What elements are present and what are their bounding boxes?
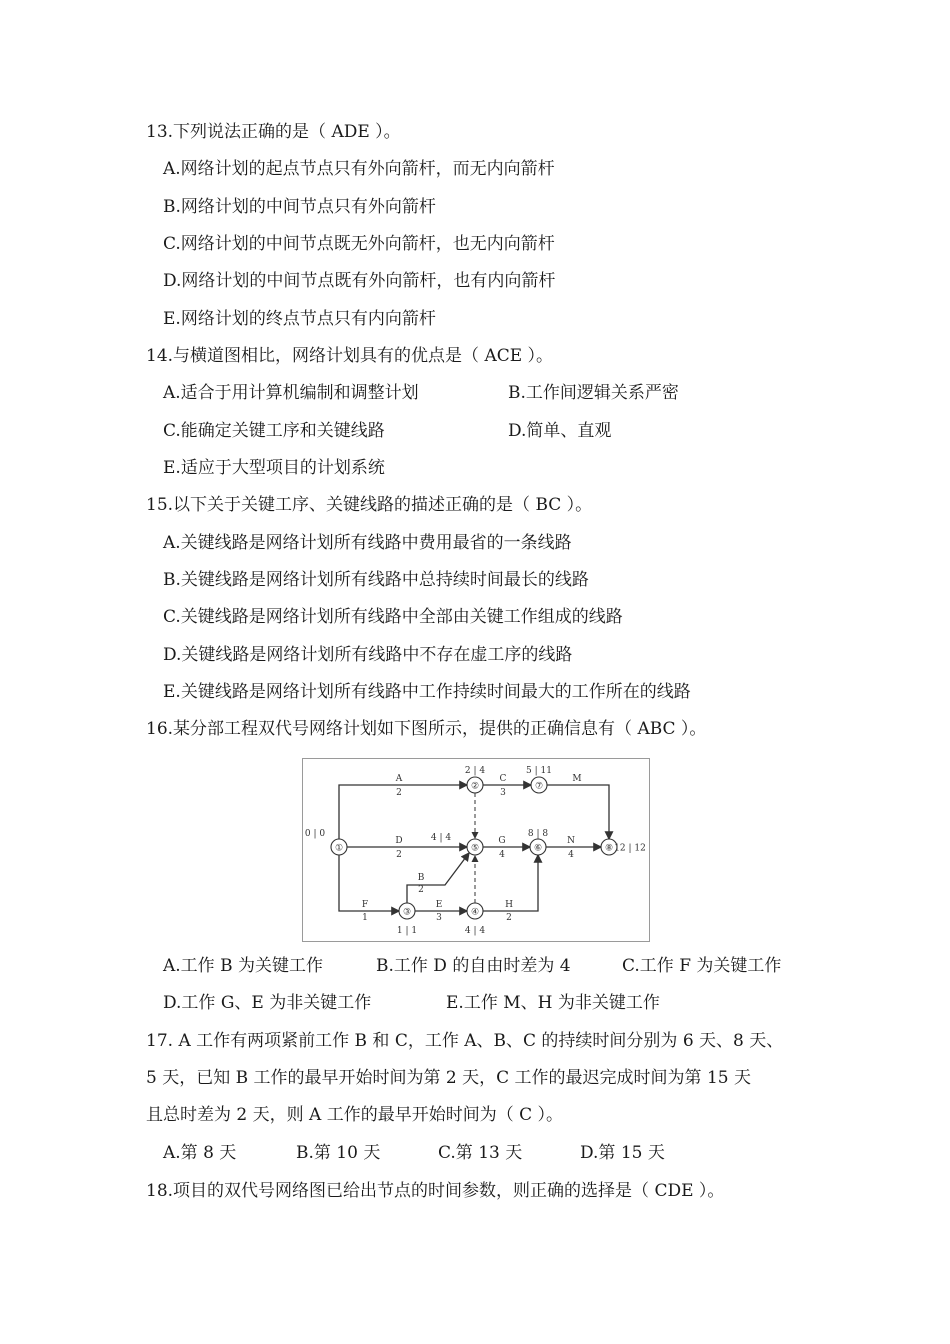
activity-d-duration: 2 bbox=[396, 850, 402, 860]
node-7-label: ⑦ bbox=[534, 781, 544, 792]
question-13-option-d: D.网络计划的中间节点既有外向箭杆，也有内向箭杆 bbox=[163, 271, 556, 291]
activity-g-duration: 4 bbox=[499, 850, 505, 860]
node-6-times: 8 | 8 bbox=[527, 829, 549, 839]
question-15-option-d: D.关键线路是网络计划所有线路中不存在虚工序的线路 bbox=[163, 645, 573, 665]
question-13-stem: 13.下列说法正确的是（ ADE ）。 bbox=[146, 122, 401, 142]
node-6-label: ⑥ bbox=[533, 843, 543, 854]
node-7-times: 5 | 11 bbox=[526, 766, 552, 776]
activity-g-name: G bbox=[498, 836, 506, 846]
question-16-stem: 16.某分部工程双代号网络计划如下图所示，提供的正确信息有（ ABC ）。 bbox=[146, 719, 707, 739]
question-15-option-e: E.关键线路是网络计划所有线路中工作持续时间最大的工作所在的线路 bbox=[163, 682, 691, 702]
activity-d-name: D bbox=[395, 836, 403, 846]
question-17-option-c: C.第 13 天 bbox=[438, 1143, 523, 1163]
question-16-option-d: D.工作 G、E 为非关键工作 bbox=[163, 993, 372, 1013]
question-14-option-a: A.适合于用计算机编制和调整计划 bbox=[163, 383, 419, 403]
question-15-stem: 15.以下关于关键工序、关键线路的描述正确的是（ BC ）。 bbox=[146, 495, 593, 515]
node-1-times: 0 | 0 bbox=[304, 829, 326, 839]
arrow-m bbox=[547, 785, 609, 839]
question-17-stem-line-1: 17. A 工作有两项紧前工作 B 和 C，工作 A、B、C 的持续时间分别为 6 天、8 天、 bbox=[146, 1031, 784, 1051]
question-14-option-d: D.简单、直观 bbox=[508, 421, 612, 441]
node-1-label: ① bbox=[334, 843, 344, 854]
question-16-option-e: E.工作 M、H 为非关键工作 bbox=[446, 993, 660, 1013]
activity-f-duration: 1 bbox=[362, 913, 368, 923]
node-2-times: 2 | 4 bbox=[464, 766, 486, 776]
activity-f-name: F bbox=[361, 900, 369, 910]
activity-c-duration: 3 bbox=[500, 788, 506, 798]
question-17-stem-line-3: 且总时差为 2 天，则 A 工作的最早开始时间为（ C ）。 bbox=[146, 1105, 564, 1125]
question-17-option-a: A.第 8 天 bbox=[163, 1143, 237, 1163]
activity-b-name: B bbox=[417, 873, 425, 883]
question-17-option-d: D.第 15 天 bbox=[580, 1143, 665, 1163]
question-14-option-b: B.工作间逻辑关系严密 bbox=[508, 383, 679, 403]
activity-m-name: M bbox=[572, 774, 582, 784]
activity-n-name: N bbox=[567, 836, 575, 846]
question-16-option-b: B.工作 D 的自由时差为 4 bbox=[376, 956, 571, 976]
question-17-stem-line-2: 5 天，已知 B 工作的最早开始时间为第 2 天，C 工作的最迟完成时间为第 15 天 bbox=[146, 1068, 751, 1088]
activity-n-duration: 4 bbox=[568, 850, 574, 860]
question-14-option-e: E.适应于大型项目的计划系统 bbox=[163, 458, 385, 478]
activity-h-name: H bbox=[505, 900, 513, 910]
question-18-stem: 18.项目的双代号网络图已给出节点的时间参数，则正确的选择是（ CDE ）。 bbox=[146, 1181, 725, 1201]
node-2-label: ② bbox=[470, 781, 480, 792]
node-3-times: 1 | 1 bbox=[396, 926, 418, 936]
arrow-b bbox=[407, 853, 469, 903]
question-13-option-a: A.网络计划的起点节点只有外向箭杆，而无内向箭杆 bbox=[163, 159, 555, 179]
question-16-option-c: C.工作 F 为关键工作 bbox=[622, 956, 782, 976]
network-diagram bbox=[302, 758, 650, 942]
node-3-label: ③ bbox=[402, 907, 412, 918]
question-16-option-a: A.工作 B 为关键工作 bbox=[163, 956, 323, 976]
activity-c-name: C bbox=[499, 774, 507, 784]
arrow-a bbox=[339, 785, 467, 839]
activity-h-duration: 2 bbox=[506, 913, 512, 923]
question-15-option-c: C.关键线路是网络计划所有线路中全部由关键工作组成的线路 bbox=[163, 607, 623, 627]
node-4-label: ④ bbox=[470, 907, 480, 918]
arrow-f bbox=[339, 855, 399, 911]
activity-e-duration: 3 bbox=[436, 913, 442, 923]
question-15-option-b: B.关键线路是网络计划所有线路中总持续时间最长的线路 bbox=[163, 570, 589, 590]
question-15-option-a: A.关键线路是网络计划所有线路中费用最省的一条线路 bbox=[163, 533, 572, 553]
question-13-option-c: C.网络计划的中间节点既无外向箭杆，也无内向箭杆 bbox=[163, 234, 555, 254]
question-17-option-b: B.第 10 天 bbox=[296, 1143, 381, 1163]
node-4-times: 4 | 4 bbox=[464, 926, 486, 936]
activity-b-duration: 2 bbox=[418, 885, 424, 895]
activity-a-duration: 2 bbox=[396, 788, 402, 798]
activity-a-name: A bbox=[395, 774, 403, 784]
node-5-times: 4 | 4 bbox=[430, 833, 452, 843]
activity-e-name: E bbox=[435, 900, 443, 910]
node-5-label: ⑤ bbox=[470, 843, 480, 854]
question-13-option-b: B.网络计划的中间节点只有外向箭杆 bbox=[163, 197, 436, 217]
node-8-times: 12 | 12 bbox=[614, 843, 646, 854]
question-14-stem: 14.与横道图相比，网络计划具有的优点是（ ACE ）。 bbox=[146, 346, 554, 366]
question-13-option-e: E.网络计划的终点节点只有内向箭杆 bbox=[163, 309, 436, 329]
question-14-option-c: C.能确定关键工序和关键线路 bbox=[163, 421, 385, 441]
node-8-label: ⑧ bbox=[604, 843, 614, 854]
